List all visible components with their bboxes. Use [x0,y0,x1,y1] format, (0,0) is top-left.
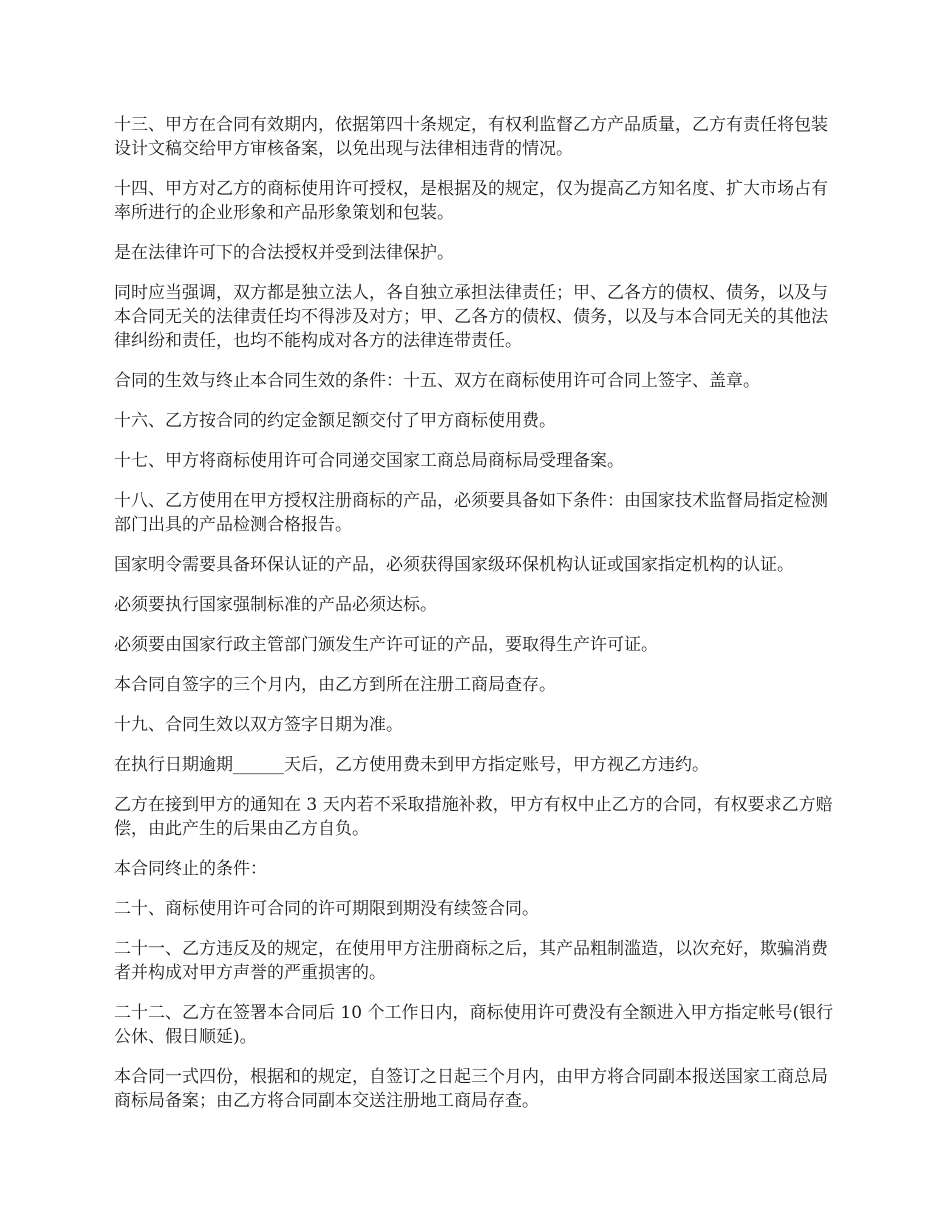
paragraph-21: 二十一、乙方违反及的规定，在使用甲方注册商标之后，其产品粗制滥造，以次充好，欺骗消费者并构成对甲方声誉的严重损害的。 [114,939,828,983]
paragraph-remedy-notice: 乙方在接到甲方的通知在 3 天内若不采取措施补救，甲方有权中止乙方的合同，有权要求乙方赔偿，由此产生的后果由乙方自负。 [114,795,833,839]
paragraph-19: 十九、合同生效以双方签字日期为准。 [114,715,403,735]
paragraph-14: 十四、甲方对乙方的商标使用许可授权，是根据及的规定，仅为提高乙方知名度、扩大市场占有率所进行的企业形象和产品形象策划和包装。 [114,179,828,223]
paragraph-16: 十六、乙方按合同的约定金额足额交付了甲方商标使用费。 [114,411,556,431]
paragraph-mandatory-standards: 必须要执行国家强制标准的产品必须达标。 [114,595,437,615]
paragraph-independent-liability: 同时应当强调，双方都是独立法人，各自独立承担法律责任；甲、乙各方的债权、债务，以及与本合同无关的法律责任均不得涉及对方；甲、乙各方的债权、债务，以及与本合同无关的其他法律纠纷和责任，也均不能构成对各方的法律连带责任。 [114,283,828,351]
paragraph-17: 十七、甲方将商标使用许可合同递交国家工商总局商标局受理备案。 [114,451,624,471]
paragraph-production-license: 必须要由国家行政主管部门颁发生产许可证的产品，要取得生产许可证。 [114,635,658,655]
paragraph-13: 十三、甲方在合同有效期内，依据第四十条规定，有权利监督乙方产品质量，乙方有责任将包装设计文稿交给甲方审核备案，以免出现与法律相违背的情况。 [114,115,828,159]
paragraph-22: 二十二、乙方在签署本合同后 10 个工作日内，商标使用许可费没有全额进入甲方指定帐号(银行公休、假日顺延)。 [114,1003,834,1047]
paragraph-registration-check: 本合同自签字的三个月内，由乙方到所在注册工商局查存。 [114,675,556,695]
paragraph-termination-heading: 本合同终止的条件： [114,859,267,879]
paragraph-legal-authorization: 是在法律许可下的合法授权并受到法律保护。 [114,243,454,263]
paragraph-environmental-certification: 国家明令需要具备环保认证的产品，必须获得国家级环保机构认证或国家指定机构的认证。 [114,555,794,575]
paragraph-18: 十八、乙方使用在甲方授权注册商标的产品，必须要具备如下条件：由国家技术监督局指定检测部门出具的产品检测合格报告。 [114,491,828,535]
paragraph-20: 二十、商标使用许可合同的许可期限到期没有续签合同。 [114,899,539,919]
paragraph-overdue-payment: 在执行日期逾期______天后，乙方使用费未到甲方指定账号，甲方视乙方违约。 [114,755,709,775]
paragraph-copies-filing: 本合同一式四份，根据和的规定，自签订之日起三个月内，由甲方将合同副本报送国家工商总局商标局备案；由乙方将合同副本交送注册地工商局存查。 [114,1067,828,1111]
paragraph-15: 合同的生效与终止本合同生效的条件：十五、双方在商标使用许可合同上签字、盖章。 [114,371,760,391]
document-body [114,113,844,1129]
